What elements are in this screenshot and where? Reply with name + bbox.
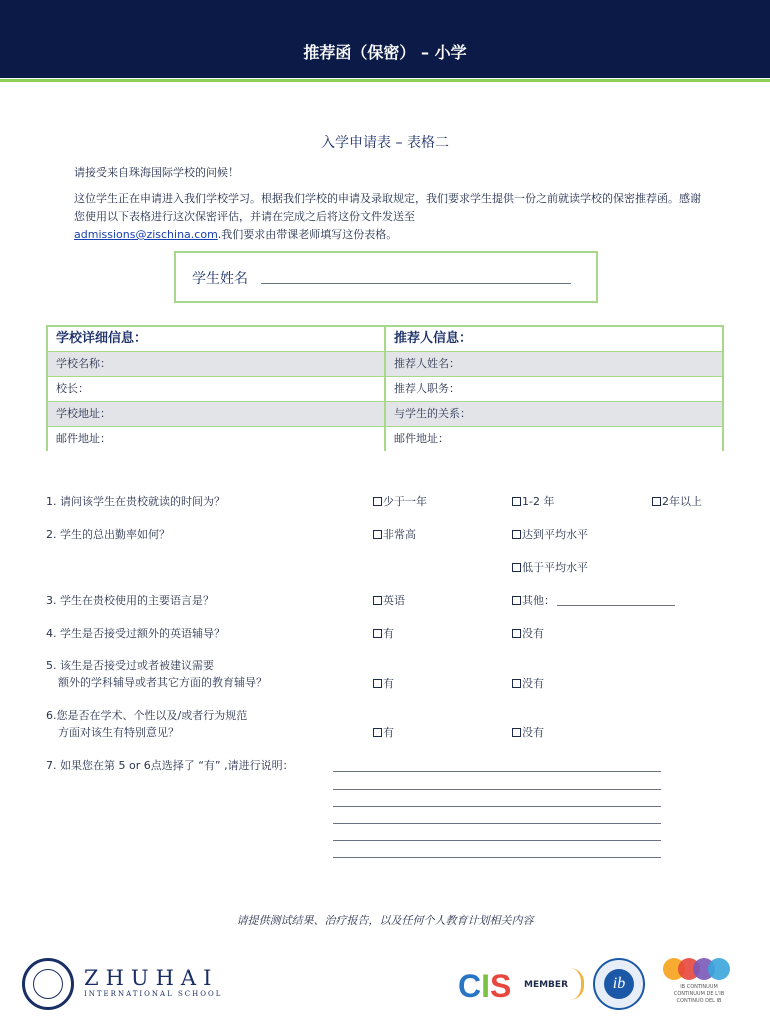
table-row: [48, 426, 722, 451]
ib-mark: ib: [604, 969, 634, 999]
q3-option-english[interactable]: 英语: [373, 593, 405, 609]
ib-continuum-text: IB CONTINUUM CONTINUUM DE L'IB CONTINUO DEL IB: [673, 984, 725, 1004]
q5-option-no[interactable]: 没有: [512, 676, 544, 692]
q1-option-1-2-years[interactable]: 1-2 年: [512, 494, 554, 510]
checkbox-icon[interactable]: [512, 497, 521, 506]
school-subtitle-logo: INTERNATIONAL SCHOOL: [84, 990, 223, 998]
cis-letter-c: C: [458, 968, 482, 1004]
school-email-field[interactable]: 邮件地址：: [48, 427, 386, 451]
greeting-text: 请接受来自珠海国际学校的问候！: [74, 166, 239, 179]
school-seal-logo: [22, 958, 74, 1010]
cis-member-label: MEMBER: [524, 980, 568, 990]
q2-option-average[interactable]: 达到平均水平: [512, 527, 588, 543]
q3-option-other[interactable]: 其他：: [512, 593, 675, 609]
intro-tail-text: .我们要求由带课老师填写这份表格。: [217, 228, 398, 241]
school-details-header: 学校详细信息：: [48, 327, 386, 351]
cis-letter-i: I: [481, 968, 490, 1004]
q3-other-field[interactable]: [557, 605, 675, 606]
q1-option-over-2-years[interactable]: 2年以上: [652, 494, 702, 510]
intro-paragraph: [74, 190, 704, 244]
admissions-email-link[interactable]: admissions@zischina.com: [74, 228, 218, 241]
checkbox-icon[interactable]: [512, 728, 521, 737]
checkbox-icon[interactable]: [652, 497, 661, 506]
question-2: 2. 学生的总出勤率如何？: [46, 528, 170, 541]
checkbox-icon[interactable]: [373, 629, 382, 638]
table-row: [48, 401, 722, 426]
question-5-line-1: 5. 该生是否接受过或者被建议需要: [46, 659, 214, 672]
table-row: [48, 351, 722, 376]
q4-option-yes[interactable]: 有: [373, 626, 394, 642]
cis-letter-s: S: [490, 968, 512, 1004]
checkbox-icon[interactable]: [512, 629, 521, 638]
q4-option-no[interactable]: 没有: [512, 626, 544, 642]
school-address-field[interactable]: 学校地址：: [48, 402, 386, 426]
continuum-dot-icon: [708, 958, 730, 980]
checkbox-icon[interactable]: [512, 530, 521, 539]
checkbox-icon[interactable]: [373, 596, 382, 605]
referee-info-header: 推荐人信息：: [394, 331, 473, 346]
school-name-logo: ZHUHAI: [84, 966, 219, 990]
student-name-field[interactable]: [261, 283, 571, 284]
info-table-header: [48, 327, 722, 351]
table-row: [48, 376, 722, 401]
header-divider: [0, 79, 770, 82]
checkbox-icon[interactable]: [512, 679, 521, 688]
principal-field[interactable]: 校长：: [48, 377, 386, 401]
page-title: 推荐函（保密） – 小学: [303, 43, 467, 62]
question-5-line-2: 额外的学科辅导或者其它方面的教育辅导？: [58, 676, 267, 689]
footer-note: 请提供测试结果、治疗报告，以及任何个人教育计划相关内容: [236, 914, 534, 927]
student-name-label: 学生姓名: [192, 271, 248, 287]
q2-option-below-average[interactable]: 低于平均水平: [512, 560, 588, 576]
referee-email-field[interactable]: 邮件地址：: [394, 432, 449, 445]
q7-answer-line[interactable]: [333, 840, 661, 841]
question-3: 3. 学生在贵校使用的主要语言是？: [46, 594, 214, 607]
checkbox-icon[interactable]: [512, 596, 521, 605]
question-6-line-1: 6.您是否在学术、个性以及/或者行为规范: [46, 709, 248, 722]
student-name-box: [174, 251, 598, 303]
referee-name-field[interactable]: 推荐人姓名：: [394, 357, 460, 370]
checkbox-icon[interactable]: [373, 530, 382, 539]
referee-position-field[interactable]: 推荐人职务：: [394, 382, 460, 395]
question-1: 1. 请问该学生在贵校就读的时间为？: [46, 495, 225, 508]
question-7: 7. 如果您在第 5 or 6点选择了 “有” ,请进行说明：: [46, 759, 294, 772]
q7-answer-line[interactable]: [333, 823, 661, 824]
header-bar: [0, 0, 770, 78]
ib-continuum-logo: [663, 958, 733, 982]
checkbox-icon[interactable]: [373, 497, 382, 506]
q7-answer-line[interactable]: [333, 857, 661, 858]
form-title: 入学申请表 – 表格二: [321, 135, 449, 151]
question-4: 4. 学生是否接受过额外的英语辅导？: [46, 627, 225, 640]
q7-answer-line[interactable]: [333, 806, 661, 807]
question-6-line-2: 方面对该生有特别意见？: [58, 726, 179, 739]
relationship-field[interactable]: 与学生的关系：: [394, 407, 471, 420]
cis-bracket-icon: [570, 968, 584, 1000]
q5-option-yes[interactable]: 有: [373, 676, 394, 692]
school-name-field[interactable]: 学校名称：: [48, 352, 386, 376]
seal-inner-ring: [33, 969, 63, 999]
checkbox-icon[interactable]: [512, 563, 521, 572]
q2-option-very-high[interactable]: 非常高: [373, 527, 416, 543]
checkbox-icon[interactable]: [373, 679, 382, 688]
checkbox-icon[interactable]: [373, 728, 382, 737]
ib-world-school-logo: [593, 958, 645, 1010]
intro-text: 这位学生正在申请进入我们学校学习。根据我们学校的申请及录取规定，我们要求学生提供一份之前就读学校的保密推荐函。感谢您使用以下表格进行这次保密评估，并请在完成之后将这份文件发送至: [74, 192, 701, 223]
q7-answer-line[interactable]: [333, 771, 661, 772]
cis-logo: [458, 970, 511, 1002]
q1-option-less-than-year[interactable]: 少于一年: [373, 494, 427, 510]
q6-option-no[interactable]: 没有: [512, 725, 544, 741]
info-table: [46, 325, 724, 451]
q6-option-yes[interactable]: 有: [373, 725, 394, 741]
q7-answer-line[interactable]: [333, 789, 661, 790]
